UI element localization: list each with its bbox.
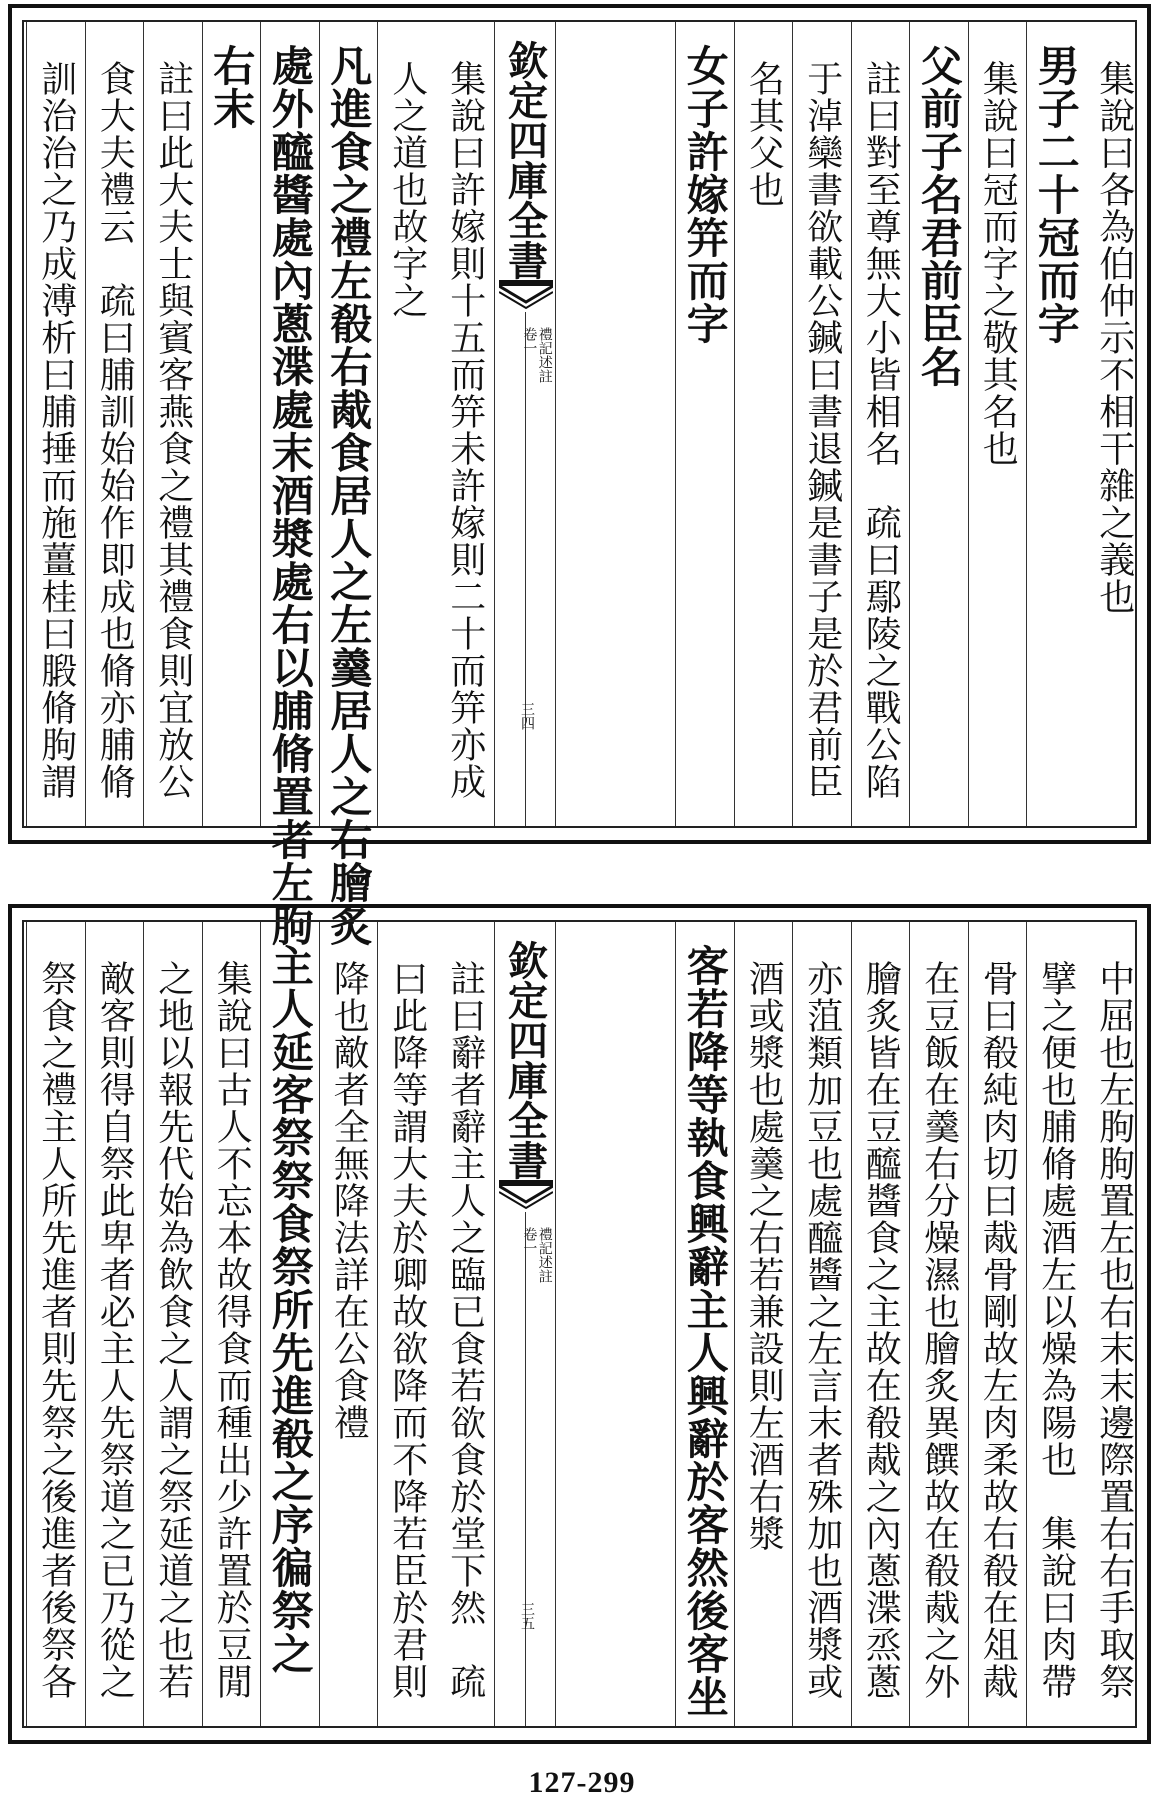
bottom-right-column-text: 擘之便也脯脩處酒左以燥為陽也 集說曰肉帶 (1035, 960, 1077, 1700)
top-right-column-text: 父前子名君前臣名 (914, 44, 964, 388)
bottom-left-column (26, 922, 85, 1726)
bottom-right-column (734, 922, 793, 1726)
bottom-right-column-text: 中屈也左朐朐置左也右末末邊際置右右手取祭 (1093, 960, 1135, 1700)
bottom-left-column-text: 降也敵者全無降法詳在公食禮 (328, 960, 370, 1441)
bottom-right-column-text: 膾炙皆在豆醯醬食之主故在殽胾之內蔥渫烝蔥 (860, 960, 902, 1700)
bottom-left-column-text: 敵客則得自祭此卑者必主人先祭道之已乃從之 (94, 960, 136, 1700)
top-left-column-text: 訓治治之乃成溥析曰脯捶而施薑桂曰腶脩朐謂 (35, 60, 77, 800)
top-right-column-text: 集說曰冠而字之敬其名也 (977, 60, 1019, 467)
top-page (8, 4, 1151, 947)
bottom-right-column-text: 亦菹類加豆也處醯醬之左言末者殊加也酒漿或 (801, 960, 843, 1700)
bottom-left-column-text: 曰此降等謂大夫於卿故欲降而不降若臣於君則 (386, 960, 428, 1700)
top-right-column-text: 註曰對至尊無大小皆相名 疏曰鄢陵之戰公陷 (860, 60, 902, 800)
bottom-right-column (675, 922, 734, 1726)
bottom-right-column-text: 在豆飯在羹右分燥濕也膾炙異饌故在殽胾之外 (918, 960, 960, 1700)
top-right-column (792, 22, 851, 826)
top-left-column (377, 22, 436, 826)
top-folio: 三四 (519, 702, 535, 730)
bottom-left-column-text: 主人延客祭祭食祭所先進殽之序徧祭之 (265, 944, 315, 1675)
top-right-column (675, 22, 734, 826)
top-left-column-text: 凡進食之禮左殽右胾食居人之左羹居人之右膾炙 (324, 44, 374, 947)
bottom-right-column-text: 酒或漿也處羹之右若兼設則左酒右漿 (743, 960, 785, 1552)
bottom-left-column-text: 註曰辭者辭主人之臨已食若欲食於堂下然 疏 (444, 960, 486, 1700)
bottom-page (8, 904, 1151, 1744)
bottom-left-column (202, 922, 261, 1726)
top-left-column-text: 食大夫禮云 疏曰脯訓始始作即成也脩亦脯脩 (94, 60, 136, 800)
top-right-column-text: 集說曰各為伯仲示不相干雜之義也 (1093, 60, 1135, 615)
top-left-column (436, 22, 495, 826)
top-right-column (909, 22, 968, 826)
top-right-column (734, 22, 793, 826)
bottom-right-column (1026, 922, 1085, 1726)
bottom-right-column (909, 922, 968, 1726)
bottom-left-column (319, 922, 378, 1726)
bottom-left-column-text: 祭食之禮主人所先進者則先祭之後進者後祭各 (35, 960, 77, 1700)
top-left-column (85, 22, 144, 826)
bottom-left-column (260, 922, 319, 1726)
top-left-column-text: 註曰此大夫士與賓客燕食之禮其禮食則宜放公 (152, 60, 194, 800)
top-left-column (202, 22, 261, 826)
top-right-column-text: 名其父也 (743, 60, 785, 208)
top-center-rule (525, 312, 526, 826)
top-right-column-text: 于淖欒書欲載公鍼曰書退鍼是書子是於君前臣 (801, 60, 843, 800)
bottom-center-column (494, 922, 556, 1726)
bottom-right-column-text: 客若降等執食興辭主人興辭於客然後客坐 (680, 944, 730, 1718)
top-left-column-text: 處外醯醬處內蔥渫處末酒漿處右以脯脩置者左朐 (265, 44, 315, 947)
top-right-column (1085, 22, 1144, 826)
top-right-column (851, 22, 910, 826)
top-right-column-text: 男子二十冠而字 (1031, 44, 1081, 345)
bottom-right-column (1085, 922, 1144, 1726)
top-center-column (494, 22, 556, 826)
fish-tail-ornament-icon (499, 1180, 553, 1210)
top-left-column (319, 22, 378, 947)
bottom-right-column (968, 922, 1027, 1726)
top-book-title: 禮記述註 卷一 (521, 327, 553, 383)
bottom-left-column-text: 集說曰古人不忘本故得食而種出少許置於豆閒 (211, 960, 253, 1700)
fish-tail-ornament-icon (499, 280, 553, 310)
bottom-left-column-text: 之地以報先代始為飲食之人謂之祭延道之也若 (152, 960, 194, 1700)
top-left-column (260, 22, 319, 947)
top-left-column-text: 人之道也故字之 (386, 60, 428, 319)
top-right-column (1026, 22, 1085, 826)
top-left-column-text: 右末 (207, 44, 257, 130)
bottom-right-column (851, 922, 910, 1726)
bottom-center-rule (525, 1212, 526, 1726)
bottom-right-column (792, 922, 851, 1726)
bottom-folio: 三五 (519, 1602, 535, 1630)
top-left-column (143, 22, 202, 826)
bottom-left-column (85, 922, 144, 1726)
bottom-book-title: 禮記述註 卷一 (521, 1227, 553, 1283)
bottom-left-column (143, 922, 202, 1726)
top-page-frame (22, 20, 1137, 947)
bottom-brand: 欽定四庫全書 (501, 940, 549, 1180)
top-left-column-text: 集說曰許嫁則十五而笄未許嫁則二十而笄亦成 (444, 60, 486, 800)
top-right-column-text: 女子許嫁笄而字 (680, 44, 730, 345)
bottom-left-column (436, 922, 495, 1726)
bottom-page-frame (22, 920, 1137, 1728)
bottom-left-column (377, 922, 436, 1726)
page-number: 127-299 (528, 1766, 636, 1799)
top-brand: 欽定四庫全書 (501, 40, 549, 280)
bottom-right-column-text: 骨曰殽純肉切曰胾骨剛故左肉柔故右殽在俎胾 (977, 960, 1019, 1700)
top-right-column (968, 22, 1027, 826)
top-left-column (26, 22, 85, 826)
